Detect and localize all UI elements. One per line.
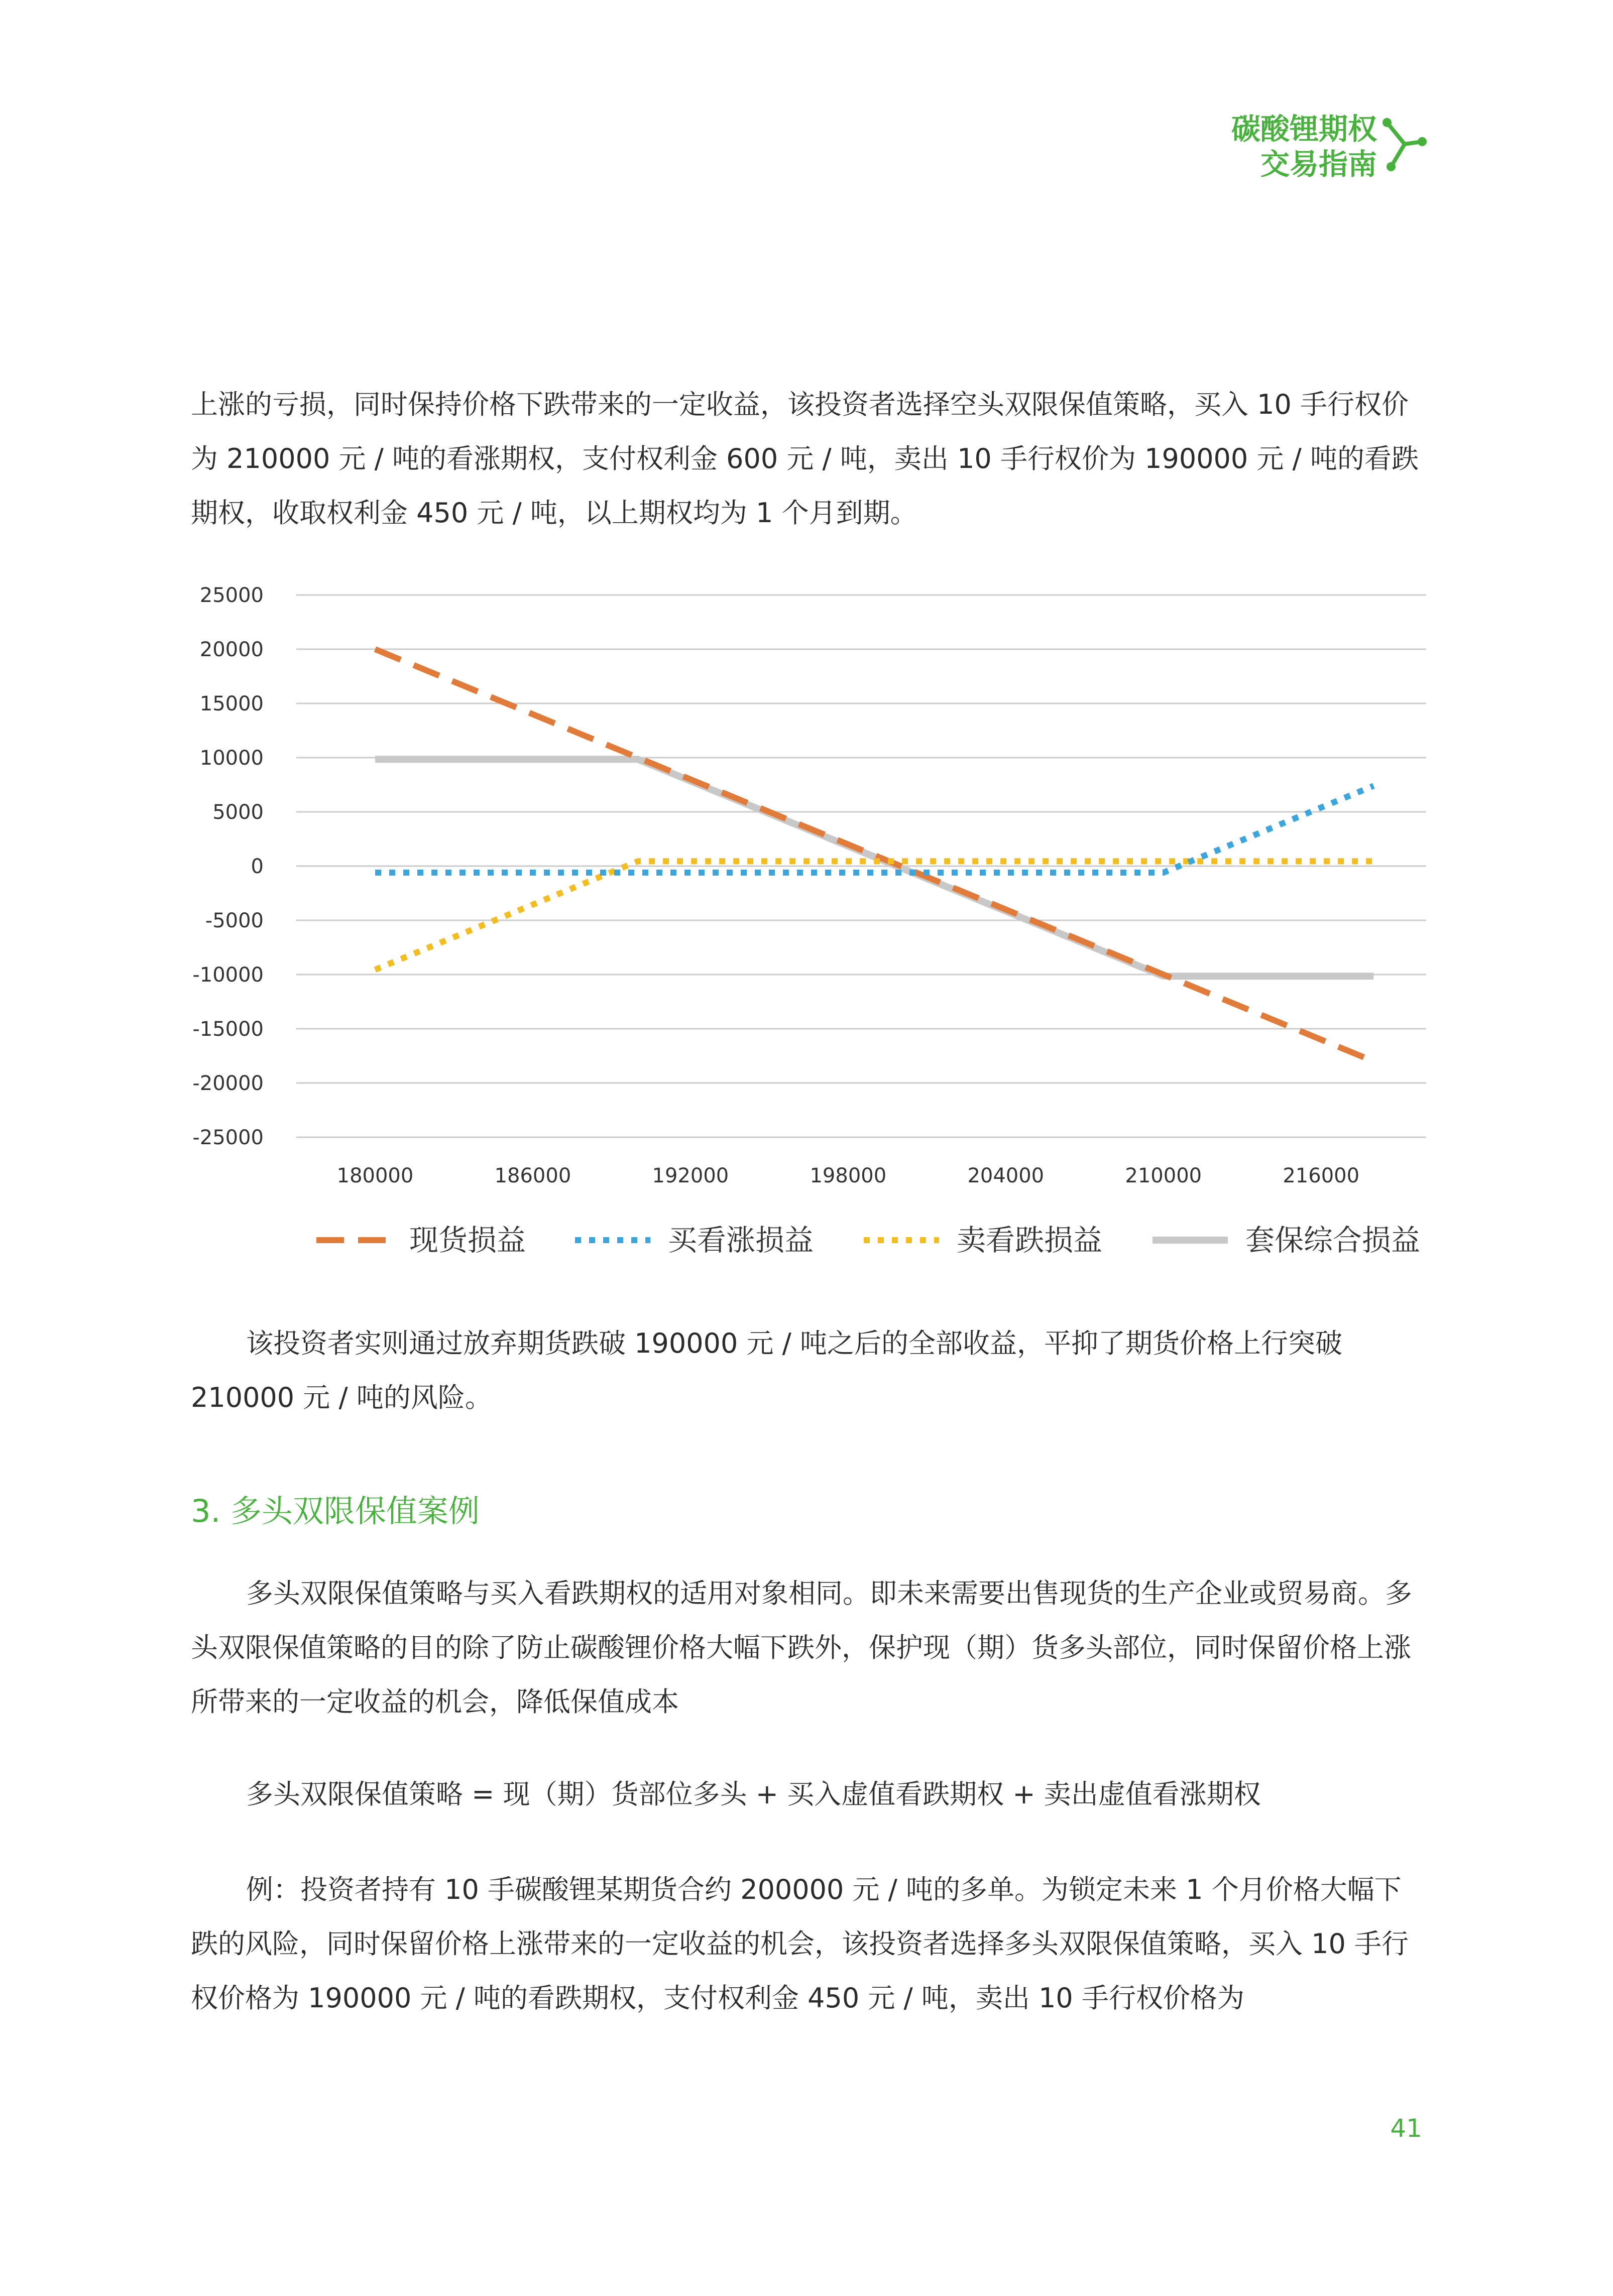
paragraph-example (191, 1863, 1422, 2025)
legend-label: 套保综合损益 (1245, 1223, 1421, 1257)
section-title: 3. 多头双限保值案例 (191, 1493, 480, 1529)
y-tick-label: -10000 (192, 963, 264, 987)
y-tick-label: 25000 (199, 584, 264, 607)
x-tick-label: 186000 (494, 1164, 571, 1187)
paragraph-explain-text: 该投资者实则通过放弃期货跌破 190000 元 / 吨之后的全部收益，平抑了期货价格上行突破 210000 元 / 吨的风险。 (191, 1327, 1342, 1413)
x-tick-label: 216000 (1283, 1164, 1360, 1187)
legend-label: 现货损益 (409, 1223, 526, 1257)
legend-label: 卖看跌损益 (957, 1223, 1103, 1257)
paragraph-explain (191, 1316, 1422, 1425)
x-tick-label: 204000 (967, 1164, 1045, 1187)
legend-label: 买看涨损益 (668, 1223, 814, 1257)
y-tick-label: -5000 (205, 909, 264, 932)
series-line (375, 759, 1373, 976)
header-line-1: 碳酸锂期权 (1231, 112, 1377, 146)
paragraph-1 (191, 1566, 1422, 1729)
x-tick-label: 192000 (652, 1164, 729, 1187)
header-line-2: 交易指南 (1260, 147, 1377, 181)
paragraph-example-text: 例：投资者持有 10 手碳酸锂某期货合约 200000 元 / 吨的多单。为锁定未来 1 个月价格大幅下跌的风险，同时保留价格上涨带来的一定收益的机会，该投资者选择多头双限保值策略，买入 10 手行权价格为 190000 元 / 吨的看跌期权，支付权利金 450 元 / 吨，卖出 10 手行权价格为 (191, 1874, 1409, 2014)
y-tick-label: 10000 (199, 747, 264, 770)
y-tick-label: 0 (251, 855, 264, 878)
y-tick-label: 20000 (199, 638, 264, 661)
series-line (375, 861, 1373, 970)
paragraph-1-text: 多头双限保值策略与买入看跌期权的适用对象相同。即未来需要出售现货的生产企业或贸易商。多头双限保值策略的目的除了防止碳酸锂价格大幅下跌外，保护现（期）货多头部位，同时保留价格上涨所带来的一定收益的机会，降低保值成本 (191, 1578, 1412, 1718)
y-tick-label: 5000 (212, 801, 264, 824)
formula-text: 多头双限保值策略 = 现（期）货部位多头 + 买入虚值看跌期权 + 卖出虚值看涨期权 (246, 1778, 1261, 1810)
formula-line (191, 1767, 1422, 1822)
y-tick-label: -20000 (192, 1072, 264, 1095)
paragraph-top-text: 上涨的亏损，同时保持价格下跌带来的一定收益，该投资者选择空头双限保值策略，买入 10 手行权价为 210000 元 / 吨的看涨期权，支付权利金 600 元 / 吨，卖出 10 手行权价为 190000 元 / 吨的看跌期权，收取权利金 450 元 / 吨，以上期权均为 1 个月到期。 (191, 389, 1419, 529)
page-number: 41 (1390, 2114, 1422, 2143)
x-tick-label: 198000 (810, 1164, 887, 1187)
x-tick-label: 180000 (336, 1164, 414, 1187)
y-tick-label: 15000 (199, 692, 264, 715)
y-tick-label: -15000 (192, 1018, 264, 1041)
y-tick-label: -25000 (192, 1126, 264, 1149)
x-tick-label: 210000 (1125, 1164, 1202, 1187)
